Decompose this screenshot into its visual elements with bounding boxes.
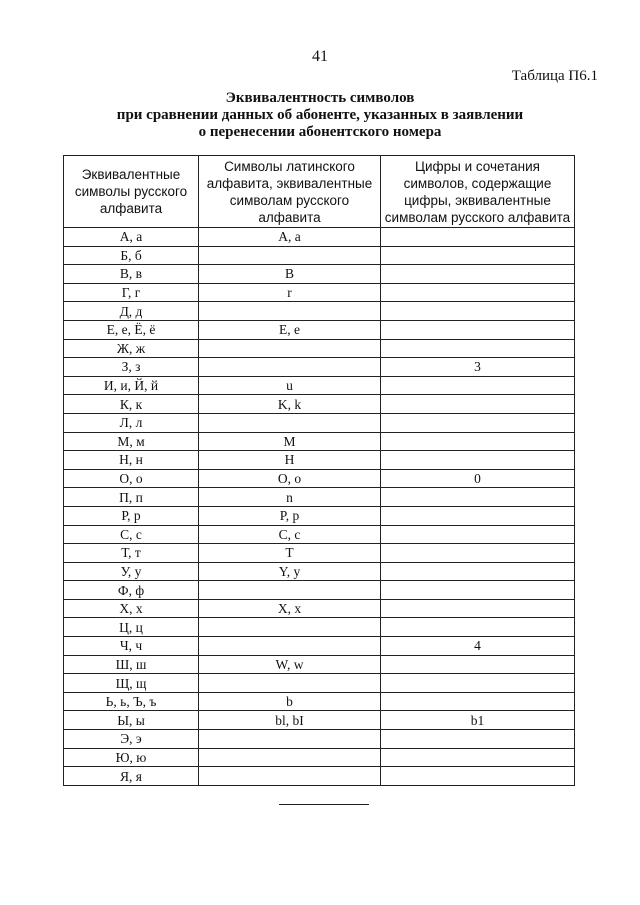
cell-russian: Ч, ч	[64, 637, 199, 656]
cell-latin	[199, 358, 381, 377]
cell-latin	[199, 413, 381, 432]
cell-russian: Ц, ц	[64, 618, 199, 637]
page-number: 41	[312, 48, 328, 65]
title-line: Эквивалентность символов	[225, 90, 415, 106]
cell-digits: b1	[381, 711, 575, 730]
table-row	[64, 767, 575, 786]
cell-russian: И, и, Й, й	[64, 376, 199, 395]
cell-latin	[199, 339, 381, 358]
table-header-row	[64, 156, 575, 228]
cell-digits	[381, 525, 575, 544]
cell-russian: С, с	[64, 525, 199, 544]
cell-digits	[381, 413, 575, 432]
cell-digits	[381, 302, 575, 321]
cell-digits	[381, 488, 575, 507]
cell-russian: М, м	[64, 432, 199, 451]
cell-russian: Д, д	[64, 302, 199, 321]
cell-latin: r	[199, 283, 381, 302]
cell-russian: О, о	[64, 469, 199, 488]
cell-latin: C, c	[199, 525, 381, 544]
cell-latin	[199, 748, 381, 767]
table-row	[64, 451, 575, 470]
table-row	[64, 376, 575, 395]
title-line: при сравнении данных об абоненте, указанных в заявлении	[116, 107, 524, 123]
cell-digits: 0	[381, 469, 575, 488]
cell-latin	[199, 637, 381, 656]
cell-latin: n	[199, 488, 381, 507]
cell-russian: У, у	[64, 562, 199, 581]
cell-russian: Н, н	[64, 451, 199, 470]
cell-digits	[381, 506, 575, 525]
cell-latin	[199, 581, 381, 600]
cell-latin	[199, 302, 381, 321]
table-row	[64, 637, 575, 656]
cell-russian: Б, б	[64, 246, 199, 265]
table-row	[64, 488, 575, 507]
equivalence-table	[63, 155, 575, 786]
table-row	[64, 395, 575, 414]
table-row	[64, 581, 575, 600]
cell-russian: Ж, ж	[64, 339, 199, 358]
table-row	[64, 674, 575, 693]
cell-latin: X, x	[199, 599, 381, 618]
cell-digits	[381, 246, 575, 265]
table-row	[64, 432, 575, 451]
cell-digits	[381, 730, 575, 749]
cell-digits	[381, 451, 575, 470]
table-row	[64, 320, 575, 339]
cell-digits	[381, 674, 575, 693]
cell-russian: Р, р	[64, 506, 199, 525]
cell-digits	[381, 320, 575, 339]
cell-digits	[381, 265, 575, 284]
table-row	[64, 711, 575, 730]
cell-digits	[381, 562, 575, 581]
cell-digits	[381, 228, 575, 247]
header-russian-symbols: Эквивалентные символы русского алфавита	[64, 156, 199, 228]
table-row	[64, 506, 575, 525]
cell-russian: П, п	[64, 488, 199, 507]
cell-digits: 3	[381, 358, 575, 377]
cell-latin: Y, y	[199, 562, 381, 581]
footer-rule	[279, 804, 369, 805]
cell-latin: B	[199, 265, 381, 284]
cell-latin: M	[199, 432, 381, 451]
cell-digits	[381, 618, 575, 637]
title-line: о перенесении абонентского номера	[198, 124, 442, 140]
cell-russian: Ю, ю	[64, 748, 199, 767]
cell-latin: b	[199, 692, 381, 711]
header-digit-symbols: Цифры и сочетания символов, содержащие цифры, эквивалентные символам русского алфавита	[381, 156, 575, 228]
table-label: Таблица П6.1	[511, 68, 598, 84]
cell-russian: Х, х	[64, 599, 199, 618]
cell-latin: H	[199, 451, 381, 470]
cell-latin: T	[199, 544, 381, 563]
table-row	[64, 358, 575, 377]
cell-latin: bl, bI	[199, 711, 381, 730]
table-row	[64, 618, 575, 637]
table-row	[64, 228, 575, 247]
cell-russian: Ь, ь, Ъ, ъ	[64, 692, 199, 711]
table-row	[64, 413, 575, 432]
cell-latin	[199, 618, 381, 637]
document-title	[0, 90, 640, 141]
table-row	[64, 339, 575, 358]
cell-digits	[381, 581, 575, 600]
cell-russian: Г, г	[64, 283, 199, 302]
cell-digits: 4	[381, 637, 575, 656]
cell-latin	[199, 767, 381, 786]
table-row	[64, 730, 575, 749]
cell-latin: u	[199, 376, 381, 395]
cell-russian: З, з	[64, 358, 199, 377]
cell-digits	[381, 339, 575, 358]
cell-digits	[381, 748, 575, 767]
table-row	[64, 599, 575, 618]
table-body	[64, 228, 575, 786]
cell-digits	[381, 692, 575, 711]
cell-russian: Я, я	[64, 767, 199, 786]
table-row	[64, 748, 575, 767]
cell-russian: Э, э	[64, 730, 199, 749]
cell-digits	[381, 376, 575, 395]
cell-digits	[381, 283, 575, 302]
cell-latin: W, w	[199, 655, 381, 674]
cell-russian: Т, т	[64, 544, 199, 563]
table-row	[64, 655, 575, 674]
cell-russian: Ы, ы	[64, 711, 199, 730]
cell-latin: E, e	[199, 320, 381, 339]
cell-digits	[381, 432, 575, 451]
cell-russian: Ш, ш	[64, 655, 199, 674]
cell-russian: Ф, ф	[64, 581, 199, 600]
cell-russian: А, а	[64, 228, 199, 247]
cell-latin: O, o	[199, 469, 381, 488]
cell-digits	[381, 544, 575, 563]
cell-digits	[381, 655, 575, 674]
table-row	[64, 246, 575, 265]
cell-digits	[381, 395, 575, 414]
cell-russian: Л, л	[64, 413, 199, 432]
table-row	[64, 525, 575, 544]
cell-russian: Щ, щ	[64, 674, 199, 693]
table-row	[64, 692, 575, 711]
table-row	[64, 302, 575, 321]
cell-digits	[381, 767, 575, 786]
cell-russian: К, к	[64, 395, 199, 414]
cell-russian: В, в	[64, 265, 199, 284]
cell-latin: K, k	[199, 395, 381, 414]
table-row	[64, 562, 575, 581]
table-row	[64, 469, 575, 488]
cell-latin: P, p	[199, 506, 381, 525]
table-row	[64, 265, 575, 284]
cell-latin	[199, 674, 381, 693]
table-row	[64, 283, 575, 302]
cell-latin: A, a	[199, 228, 381, 247]
table-row	[64, 544, 575, 563]
cell-russian: Е, е, Ё, ё	[64, 320, 199, 339]
cell-latin	[199, 246, 381, 265]
header-latin-symbols: Символы латинского алфавита, эквивалентные символам русского алфавита	[199, 156, 381, 228]
cell-digits	[381, 599, 575, 618]
cell-latin	[199, 730, 381, 749]
